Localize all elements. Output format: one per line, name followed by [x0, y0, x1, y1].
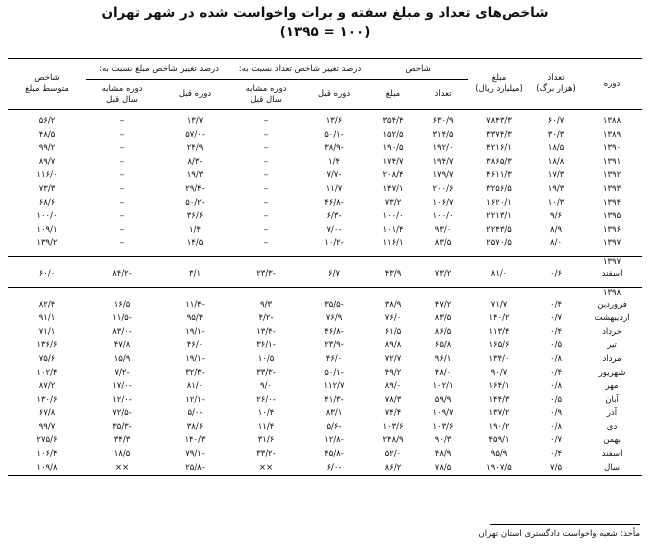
- table-cell: –: [119, 197, 125, 208]
- table-cell: ۱۶/۵: [113, 299, 131, 310]
- table-cell: ۲۲۴۳/۵: [486, 224, 512, 235]
- table-cell: ۳۵۴/۴: [382, 116, 404, 126]
- table-cell: ۰/۷: [550, 435, 563, 446]
- table-cell: ۱۳۴/۰: [488, 353, 510, 364]
- table-cell: ۱/۴: [189, 224, 202, 235]
- table-cell: ۱۰۲/۱: [432, 381, 454, 392]
- table-cell: –: [119, 129, 125, 140]
- table-row: [8, 169, 642, 183]
- table-cell: ۰/۴: [550, 367, 563, 378]
- table-cell: ۹۹/۲: [38, 143, 56, 154]
- table-cell: ۷/۵: [530, 462, 582, 476]
- table-cell: ۲۵۷۰/۵: [486, 238, 512, 249]
- table-cell: -۲۶/۰: [256, 394, 276, 405]
- header-avg-amount-index: شاخص متوسط مبلغ: [8, 59, 86, 110]
- table-cell: ۶۳۰/۹: [432, 116, 454, 126]
- row-period-cell: ۱۳۹۲: [602, 170, 622, 181]
- table-cell: -۲۵/۸: [158, 462, 232, 476]
- row-period-cell: ۱۳۸۸: [602, 116, 622, 126]
- table-cell: -۷/۷: [326, 170, 342, 181]
- table-row: [8, 339, 642, 353]
- source-note: مأخذ: شعبه واخواست دادگستری استان تهران: [478, 529, 640, 539]
- table-cell: ۹۳/۰: [434, 224, 452, 235]
- table-cell: –: [119, 156, 125, 167]
- table-cell: ۹/۳: [260, 299, 273, 310]
- table-cell: -۷۹/۱: [185, 449, 205, 460]
- table-cell: ۳/۱: [189, 268, 202, 279]
- table-cell: -۵۰/۲: [185, 197, 205, 208]
- table-cell: ۱۰۶/۷: [432, 197, 454, 208]
- table-cell: ۱۳۰/۶: [36, 394, 58, 405]
- table-row: [8, 129, 642, 143]
- table-cell: ۰/۸: [550, 353, 563, 364]
- table-row: [8, 115, 642, 129]
- table-cell: ۴۲۱۶/۱: [486, 143, 512, 154]
- table-row: [8, 462, 642, 476]
- table-cell: ۴۸/۵: [38, 129, 56, 140]
- year-group-row: [8, 256, 642, 268]
- table-cell: ۷۱/۷: [490, 299, 508, 310]
- table-cell: ۲۴۸/۹: [382, 435, 404, 446]
- table-cell: ۸/۰: [550, 238, 563, 249]
- row-period-cell: ۱۳۹۳: [602, 183, 622, 194]
- table-cell: ۸۷/۲: [38, 381, 56, 392]
- table-cell: ۱۴۰/۳: [184, 435, 206, 446]
- table-cell: ۷۳/۳: [38, 183, 56, 194]
- table-cell: -۸۳/۰: [112, 326, 132, 337]
- table-cell: ××: [86, 462, 158, 476]
- table-cell: ۰/۵: [550, 394, 563, 405]
- row-period-cell: ۱۳۹۵: [602, 211, 622, 222]
- table-cell: ۳۸/۹: [384, 299, 402, 310]
- table-cell: ۵۲/۰: [384, 449, 402, 460]
- table-cell: ۱۳/۷: [186, 116, 204, 126]
- table-cell: ۴۸/۰: [434, 367, 452, 378]
- row-period-cell: اسفند: [601, 268, 623, 279]
- table-cell: ۹۹/۷: [38, 421, 56, 432]
- table-cell: –: [119, 211, 125, 222]
- table-cell: –: [263, 238, 269, 249]
- table-cell: ۹۵/۹: [490, 449, 508, 460]
- table-row: [8, 210, 642, 224]
- table-cell: -۱۹/۱: [185, 326, 205, 337]
- table-cell: ۱۰۲/۴: [36, 367, 58, 378]
- table-row: [8, 224, 642, 238]
- table-cell: ۱۱/۷: [325, 183, 343, 194]
- row-period-cell: دی: [606, 421, 618, 432]
- row-period-cell: ۱۳۹۷: [602, 238, 622, 249]
- table-cell: ۱۸/۵: [547, 143, 565, 154]
- table-row: [8, 394, 642, 408]
- table-cell: ۱۵/۹: [113, 353, 131, 364]
- table-cell: ۴۵۹/۱: [488, 435, 510, 446]
- table-row: [8, 380, 642, 394]
- table-cell: -۴۵/۸: [324, 449, 344, 460]
- table-cell: –: [263, 211, 269, 222]
- table-cell: ۱۶۴/۱: [488, 381, 510, 392]
- table-cell: -۵/۶: [326, 421, 342, 432]
- table-cell: ۳۸/۶: [186, 421, 204, 432]
- row-period-cell: آبان: [605, 394, 619, 405]
- table-cell: ۲۰۰/۶: [432, 183, 454, 194]
- header-amount-same: دوره مشابه سال قبل: [86, 80, 158, 110]
- row-period-cell: آذر: [606, 408, 618, 419]
- header-amount-change-group: درصد تغییر شاخص مبلغ نسبت به:: [86, 59, 232, 80]
- table-cell: ۰/۹: [550, 408, 563, 419]
- table-cell: -۵/۰: [187, 408, 203, 419]
- table-cell: ۱۰۱/۴: [382, 224, 404, 235]
- table-cell: –: [263, 170, 269, 181]
- table-cell: -۲۹/۴: [185, 183, 205, 194]
- row-period-cell: مهر: [605, 381, 619, 392]
- table-cell: ۱/۴: [328, 156, 341, 167]
- table-cell: -۳۳/۲: [256, 449, 276, 460]
- table-cell: ۷۳/۲: [384, 197, 402, 208]
- table-cell: -۶/۳: [326, 211, 342, 222]
- table-cell: -۴۱/۳: [324, 394, 344, 405]
- header-amount: مبلغ (میلیارد ریال): [468, 59, 530, 110]
- table-cell: ۱۰۰/۰: [36, 211, 58, 222]
- source-divider: [490, 524, 640, 525]
- table-cell: ۴۶۱۱/۳: [486, 170, 512, 181]
- header-count-change-group: درصد تغییر شاخص تعداد نسبت به:: [232, 59, 368, 80]
- table-cell: ۱۴/۵: [186, 238, 204, 249]
- table-cell: ۰/۴: [550, 326, 563, 337]
- table-cell: ۶۱/۵: [384, 326, 402, 337]
- table-cell: -۳۲/۳: [185, 367, 205, 378]
- table-row: [8, 197, 642, 211]
- table-cell: ۳۱/۶: [257, 435, 275, 446]
- header-index-amount: مبلغ: [368, 80, 418, 110]
- table-cell: ۱۸/۵: [113, 449, 131, 460]
- table-cell: ۴۷/۲: [434, 299, 452, 310]
- table-cell: ××: [232, 462, 300, 476]
- row-period-cell: اردیبهشت: [594, 313, 630, 324]
- table-cell: ۴۳/۹: [384, 268, 402, 279]
- table-cell: ۸۶/۲: [368, 462, 418, 476]
- table-row: [8, 156, 642, 170]
- table-cell: ۵۹/۹: [434, 394, 452, 405]
- table-row: [8, 237, 642, 251]
- table-cell: ۵۶/۲: [38, 116, 56, 126]
- table-row: [8, 183, 642, 197]
- table-cell: ۱۰۳/۶: [432, 421, 454, 432]
- row-period-cell: شهریور: [598, 367, 626, 378]
- row-period-cell: ۱۳۸۹: [602, 129, 622, 140]
- table-title: [0, 4, 650, 42]
- row-period-cell: فروردین: [597, 299, 627, 310]
- table-cell: -۳۳/۳: [256, 367, 276, 378]
- year-group-label: ۱۳۹۷: [582, 256, 642, 268]
- table-cell: -۴/۲: [258, 313, 274, 324]
- table-cell: ۱۰۶/۴: [36, 449, 58, 460]
- table-cell: ۹۰/۷: [490, 367, 508, 378]
- table-cell: ۶۵/۸: [434, 340, 452, 351]
- table-cell: ۶/۷: [328, 268, 341, 279]
- table-cell: ۳۸۶۵/۳: [486, 156, 512, 167]
- statistics-table: [8, 58, 642, 476]
- table-cell: ۱۳۹/۲: [36, 238, 58, 249]
- table-cell: ۷۸/۵: [418, 462, 468, 476]
- table-cell: ۱۹/۳: [547, 183, 565, 194]
- table-row: [8, 326, 642, 340]
- table-cell: -۵۰/۱: [324, 129, 344, 140]
- table-cell: –: [263, 197, 269, 208]
- table-cell: ۴۸/۹: [434, 449, 452, 460]
- table-cell: ۷۲/۷: [384, 353, 402, 364]
- table-cell: –: [119, 238, 125, 249]
- table-cell: ۴۶/۰: [186, 340, 204, 351]
- subtitle-line: (۱۰۰ = ۱۳۹۵): [279, 24, 371, 40]
- table-cell: ۱۷/۳: [547, 170, 565, 181]
- table-row: [8, 407, 642, 421]
- table-row: [8, 312, 642, 326]
- table-cell: ۰/۷: [550, 313, 563, 324]
- table-cell: -۴۶/۸: [324, 326, 344, 337]
- row-period-cell: اسفند: [601, 449, 623, 460]
- table-cell: ۱۰/۵: [257, 353, 275, 364]
- table-cell: ۷۸/۳: [384, 394, 402, 405]
- table-cell: ۰/۵: [550, 340, 563, 351]
- table-cell: ۹۵/۴: [186, 313, 204, 324]
- table-body: [8, 110, 642, 476]
- title-line: شاخص‌های تعداد و مبلغ سفته و برات واخواست شده در شهر تهران: [101, 5, 549, 21]
- table-cell: ۶۸/۶: [38, 197, 56, 208]
- table-cell: ۷۶/۹: [325, 313, 343, 324]
- table-cell: ۱۱۶/۰: [36, 170, 58, 181]
- row-period-cell: مرداد: [602, 353, 622, 364]
- table-cell: ۱۴۰/۲: [488, 313, 510, 324]
- table-cell: ۸/۹: [550, 224, 563, 235]
- table-row: [8, 421, 642, 435]
- table-cell: -۷/۲: [114, 367, 130, 378]
- table-cell: -۵۰/۱: [324, 367, 344, 378]
- table-cell: ۸۲/۴: [38, 299, 56, 310]
- table-cell: ۳۱۴/۵: [432, 129, 454, 140]
- table-cell: ۴۹/۲: [384, 367, 402, 378]
- table-cell: ۰/۴: [550, 299, 563, 310]
- table-cell: ۱۱۶/۱: [382, 238, 404, 249]
- table-cell: ۳۲۵۶/۵: [486, 183, 512, 194]
- header-count: تعداد (هزار برگ): [530, 59, 582, 110]
- table-cell: ۷۵/۶: [38, 353, 56, 364]
- table-cell: –: [263, 224, 269, 235]
- table-cell: ۰/۶: [550, 268, 563, 279]
- table-cell: ۷۳/۲: [434, 268, 452, 279]
- table-row: [8, 353, 642, 367]
- header-count-same: دوره مشابه سال قبل: [232, 80, 300, 110]
- row-period-cell: ۱۳۹۴: [602, 197, 622, 208]
- table-cell: ۱۹۴/۷: [432, 156, 454, 167]
- header-index-count: تعداد: [418, 80, 468, 110]
- table-cell: -۳۶/۱: [256, 340, 276, 351]
- table-cell: ۹/۰: [260, 381, 273, 392]
- table-cell: ۹۶/۱: [434, 353, 452, 364]
- table-cell: ۹/۶: [550, 211, 563, 222]
- year-group-label: ۱۳۹۸: [582, 287, 642, 299]
- table-cell: ۱۰۹/۷: [432, 408, 454, 419]
- row-period-cell: سال: [582, 462, 642, 476]
- table-cell: ۱۹۰۷/۵: [468, 462, 530, 476]
- table-cell: –: [119, 183, 125, 194]
- table-cell: ۳۳۷۴/۳: [486, 129, 512, 140]
- table-cell: ۱۹/۳: [186, 170, 204, 181]
- table-cell: -۱۳/۴: [256, 326, 276, 337]
- table-cell: ۱۰۳/۶: [382, 421, 404, 432]
- table-row: [8, 367, 642, 381]
- table-cell: ۷۸۴۳/۳: [486, 116, 512, 126]
- table-cell: ۶۰/۷: [547, 116, 565, 126]
- table-cell: -۱۲/۱: [185, 394, 205, 405]
- table-cell: ۴۷/۸: [113, 340, 131, 351]
- table-cell: ۱۹۰/۵: [382, 143, 404, 154]
- table-cell: ۱۷۴/۷: [382, 156, 404, 167]
- table-cell: ۸۹/۷: [38, 156, 56, 167]
- table-cell: ۱۳۶/۶: [36, 340, 58, 351]
- table-cell: ۸۹/۰: [384, 381, 402, 392]
- table-cell: ۸۹/۸: [384, 340, 402, 351]
- table-cell: -۷/۰: [326, 224, 342, 235]
- table-cell: ۱۱۳/۴: [488, 326, 510, 337]
- table-cell: ۱۰۹/۸: [8, 462, 86, 476]
- table-cell: -۱۱/۴: [185, 299, 205, 310]
- table-cell: –: [119, 116, 125, 126]
- table-cell: -۲۳/۹: [324, 340, 344, 351]
- table-cell: –: [263, 143, 269, 154]
- table-cell: -۱۱/۵: [112, 313, 132, 324]
- table-cell: ۴۶/۰: [325, 353, 343, 364]
- table-cell: ۳۴/۳: [113, 435, 131, 446]
- table-cell: ۱۴۷/۱: [382, 183, 404, 194]
- table-cell: ۶۷/۸: [38, 408, 56, 419]
- table-cell: ۸۱/۰: [186, 381, 204, 392]
- table-cell: ۱۳۷/۲: [488, 408, 510, 419]
- table-cell: ۸۳/۱: [325, 408, 343, 419]
- row-period-cell: خرداد: [602, 326, 622, 337]
- table-cell: –: [119, 143, 125, 154]
- table-cell: ۱۱۲/۷: [323, 381, 345, 392]
- table-cell: –: [263, 129, 269, 140]
- table-row: [8, 268, 642, 282]
- table-row: [8, 434, 642, 448]
- table-row: [8, 448, 642, 462]
- table-cell: ۱۴۴/۳: [488, 394, 510, 405]
- table-cell: ۳۰/۳: [547, 129, 565, 140]
- table-cell: ۲۲۱۳/۱: [486, 211, 512, 222]
- table-cell: ۱۹۰/۲: [488, 421, 510, 432]
- table-cell: ۱۱/۴: [257, 421, 275, 432]
- table-cell: -۳۵/۵: [324, 299, 344, 310]
- header-count-prev: دوره قبل: [300, 80, 368, 110]
- table-cell: ۹۰/۳: [434, 435, 452, 446]
- table-cell: ۱۰/۴: [257, 408, 275, 419]
- table-cell: -۲۳/۳: [256, 268, 276, 279]
- table-cell: -۳۸/۹: [324, 143, 344, 154]
- row-period-cell: ۱۳۹۰: [602, 143, 622, 154]
- table-row: [8, 142, 642, 156]
- table-cell: ۰/۴: [550, 449, 563, 460]
- table-cell: ۶۰/۰: [38, 268, 56, 279]
- table-cell: ۷۱/۱: [38, 326, 56, 337]
- table-cell: ۰/۸: [550, 381, 563, 392]
- header-index-group: شاخص: [368, 59, 468, 80]
- table-cell: ۱۰۰/۰: [432, 211, 454, 222]
- table-cell: ۱۰۹/۱: [36, 224, 58, 235]
- table-row: [8, 299, 642, 313]
- table-cell: -۳۵/۳: [112, 421, 132, 432]
- table-cell: -۸۴/۲: [112, 268, 132, 279]
- table-cell: ۱۷۹/۷: [432, 170, 454, 181]
- table-cell: ۳۶/۶: [186, 211, 204, 222]
- table-cell: ۱۰/۳: [547, 197, 565, 208]
- row-period-cell: بهمن: [603, 435, 621, 446]
- header-amount-prev: دوره قبل: [158, 80, 232, 110]
- table-cell: ۱۳/۶: [325, 116, 343, 126]
- table-cell: ۸۳/۵: [434, 238, 452, 249]
- table-cell: ۱۰۰/۰: [382, 211, 404, 222]
- table-cell: –: [119, 170, 125, 181]
- table-cell: -۵۷/۰: [185, 129, 205, 140]
- table-cell: ۰/۸: [550, 421, 563, 432]
- year-group-row: [8, 287, 642, 299]
- table-cell: ۱۸/۸: [547, 156, 565, 167]
- row-period-cell: ۱۳۹۱: [602, 156, 622, 167]
- table-cell: ۱۶۲۰/۱: [486, 197, 512, 208]
- row-period-cell: ۱۳۹۶: [602, 224, 622, 235]
- table-cell: ۷۶/۰: [384, 313, 402, 324]
- table-cell: ۱۵۲/۵: [382, 129, 404, 140]
- table-cell: -۶/۰: [300, 462, 368, 476]
- table-cell: -۱۹/۱: [185, 353, 205, 364]
- table-cell: ۹۱/۱: [38, 313, 56, 324]
- table-cell: -۱۲/۰: [112, 394, 132, 405]
- table-cell: ۷۴/۴: [384, 408, 402, 419]
- header-period: دوره: [582, 59, 642, 110]
- table-cell: -۴۶/۸: [324, 197, 344, 208]
- table-cell: -۷۲/۵: [112, 408, 132, 419]
- table-cell: ۸۳/۵: [434, 313, 452, 324]
- table-cell: ۸۱/۰: [490, 268, 508, 279]
- table-cell: –: [119, 224, 125, 235]
- table-cell: -۱۰/۲: [324, 238, 344, 249]
- table-cell: ۸۶/۵: [434, 326, 452, 337]
- table-cell: –: [263, 116, 269, 126]
- table-cell: ۱۹۲/۰: [432, 143, 454, 154]
- table-cell: -۱۲/۸: [324, 435, 344, 446]
- row-period-cell: تیر: [607, 340, 617, 351]
- table-cell: ۲۰۸/۴: [382, 170, 404, 181]
- table-cell: –: [263, 156, 269, 167]
- table-cell: -۸/۳: [187, 156, 203, 167]
- table-cell: -۱۷/۰: [112, 381, 132, 392]
- table-cell: ۱۶۵/۶: [488, 340, 510, 351]
- table-cell: ۲۴/۹: [186, 143, 204, 154]
- table-cell: –: [263, 183, 269, 194]
- table-cell: ۲۷۵/۶: [36, 435, 58, 446]
